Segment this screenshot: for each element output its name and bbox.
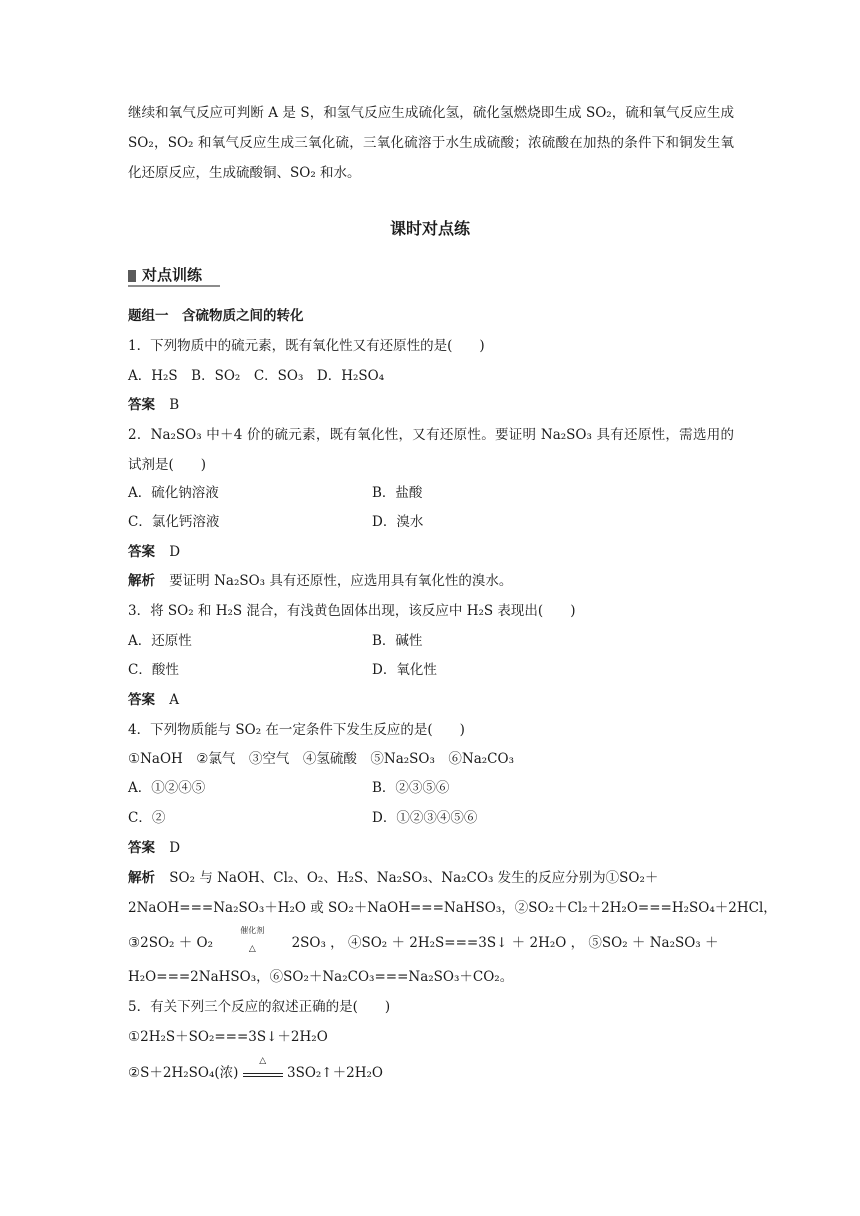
q2-stem: 2．Na₂SO₃ 中＋4 价的硫元素，既有氧化性，又有还原性。要证明 Na₂SO₃ 具有还原性，需选用的试剂是( ) <box>128 427 734 473</box>
q4-items: ①NaOH ②氯气 ③空气 ④氢硫酸 ⑤Na₂SO₃ ⑥Na₂CO₃ <box>128 751 514 767</box>
q1-stem: 1．下列物质中的硫元素，既有氧化性又有还原性的是( ) <box>128 338 485 354</box>
q3-answer <box>128 690 179 710</box>
q4-analysis-line-3 <box>128 926 719 954</box>
catalyst-condition <box>229 926 275 954</box>
q3-option-d: D．氧化性 <box>372 662 437 678</box>
answer-value: D <box>169 544 181 560</box>
intro-paragraph: 继续和氧气反应可判断 A 是 S，和氢气反应生成硫化氢，硫化氢燃烧即生成 SO₂，硫和氧气反应生成 SO₂，SO₂ 和氧气反应生成三氧化硫，三氧化硫溶于水生成硫酸；浓硫酸在加热的条件下和铜发生氧化还原反应，生成硫酸铜、SO₂ 和水。 <box>128 105 734 181</box>
q1-answer <box>128 395 179 415</box>
section-underline <box>128 285 220 287</box>
heat-condition <box>243 1056 283 1077</box>
equation-part: 2SO₃ ， ④SO₂ ＋ 2H₂S===3S↓ ＋ 2H₂O ， ⑤SO₂ ＋ Na₂SO₃ ＋ <box>291 935 719 951</box>
answer-label: 答案 <box>128 692 155 708</box>
q4-stem: 4．下列物质能与 SO₂ 在一定条件下发生反应的是( ) <box>128 722 465 738</box>
analysis-label: 解析 <box>128 870 155 886</box>
heat-symbol: △ <box>259 1056 267 1066</box>
q4-option-a: A．①②④⑤ <box>128 780 206 796</box>
answer-value: D <box>169 840 181 856</box>
q3-option-a: A．还原性 <box>128 633 192 649</box>
equation-part: 3SO₂↑＋2H₂O <box>286 1065 383 1081</box>
q2-option-c: C．氯化钙溶液 <box>128 514 220 530</box>
section-title: 对点训练 <box>142 266 203 284</box>
answer-label: 答案 <box>128 840 155 856</box>
q4-analysis-line-1 <box>128 868 658 888</box>
lesson-title: 课时对点练 <box>389 219 470 238</box>
catalyst-label: 催化剂 <box>240 926 265 935</box>
equation-part: ②S＋2H₂SO₄(浓) <box>128 1065 239 1081</box>
q1-options: A．H₂S B．SO₂ C．SO₃ D．H₂SO₄ <box>128 368 385 384</box>
q3-option-b: B．碱性 <box>372 633 423 649</box>
analysis-text: 要证明 Na₂SO₃ 具有还原性，应选用具有氧化性的溴水。 <box>169 573 513 589</box>
equation-part: ③2SO₂ ＋ O₂ <box>128 935 213 951</box>
section-heading <box>128 264 202 285</box>
q2-option-d: D．溴水 <box>372 514 424 530</box>
q4-analysis-line-2: 2NaOH===Na₂SO₃＋H₂O 或 SO₂＋NaOH===NaHSO₃，②SO₂＋Cl₂＋2H₂O===H₂SO₄＋2HCl， <box>128 900 777 916</box>
q2-answer <box>128 542 180 562</box>
q5-reaction-2 <box>128 1056 383 1083</box>
equals-sign <box>243 1073 283 1077</box>
q5-reaction-1: ①2H₂S＋SO₂===3S↓＋2H₂O <box>128 1029 328 1045</box>
answer-label: 答案 <box>128 397 155 413</box>
q3-option-c: C．酸性 <box>128 662 179 678</box>
q2-option-b: B．盐酸 <box>372 485 423 501</box>
q2-analysis <box>128 571 512 591</box>
analysis-text: SO₂ 与 NaOH、Cl₂、O₂、H₂S、Na₂SO₃、Na₂CO₃ 发生的反应分别为①SO₂＋ <box>169 870 659 886</box>
q4-option-c: C．② <box>128 810 166 826</box>
q4-analysis-line-4: H₂O===2NaHSO₃，⑥SO₂＋Na₂CO₃===Na₂SO₃＋CO₂。 <box>128 969 514 985</box>
q3-stem: 3．将 SO₂ 和 H₂S 混合，有浅黄色固体出现，该反应中 H₂S 表现出( ) <box>128 603 576 619</box>
heat-symbol: △ <box>248 944 256 954</box>
analysis-label: 解析 <box>128 573 155 589</box>
answer-value: B <box>169 397 180 413</box>
q5-stem: 5．有关下列三个反应的叙述正确的是( ) <box>128 999 391 1015</box>
answer-value: A <box>169 692 180 708</box>
q4-option-b: B．②③⑤⑥ <box>372 780 450 796</box>
q2-option-a: A．硫化钠溶液 <box>128 485 219 501</box>
section-marker-icon <box>128 270 136 282</box>
q4-option-d: D．①②③④⑤⑥ <box>372 810 478 826</box>
group-title: 题组一 含硫物质之间的转化 <box>128 308 304 324</box>
q4-answer <box>128 838 180 858</box>
answer-label: 答案 <box>128 544 155 560</box>
